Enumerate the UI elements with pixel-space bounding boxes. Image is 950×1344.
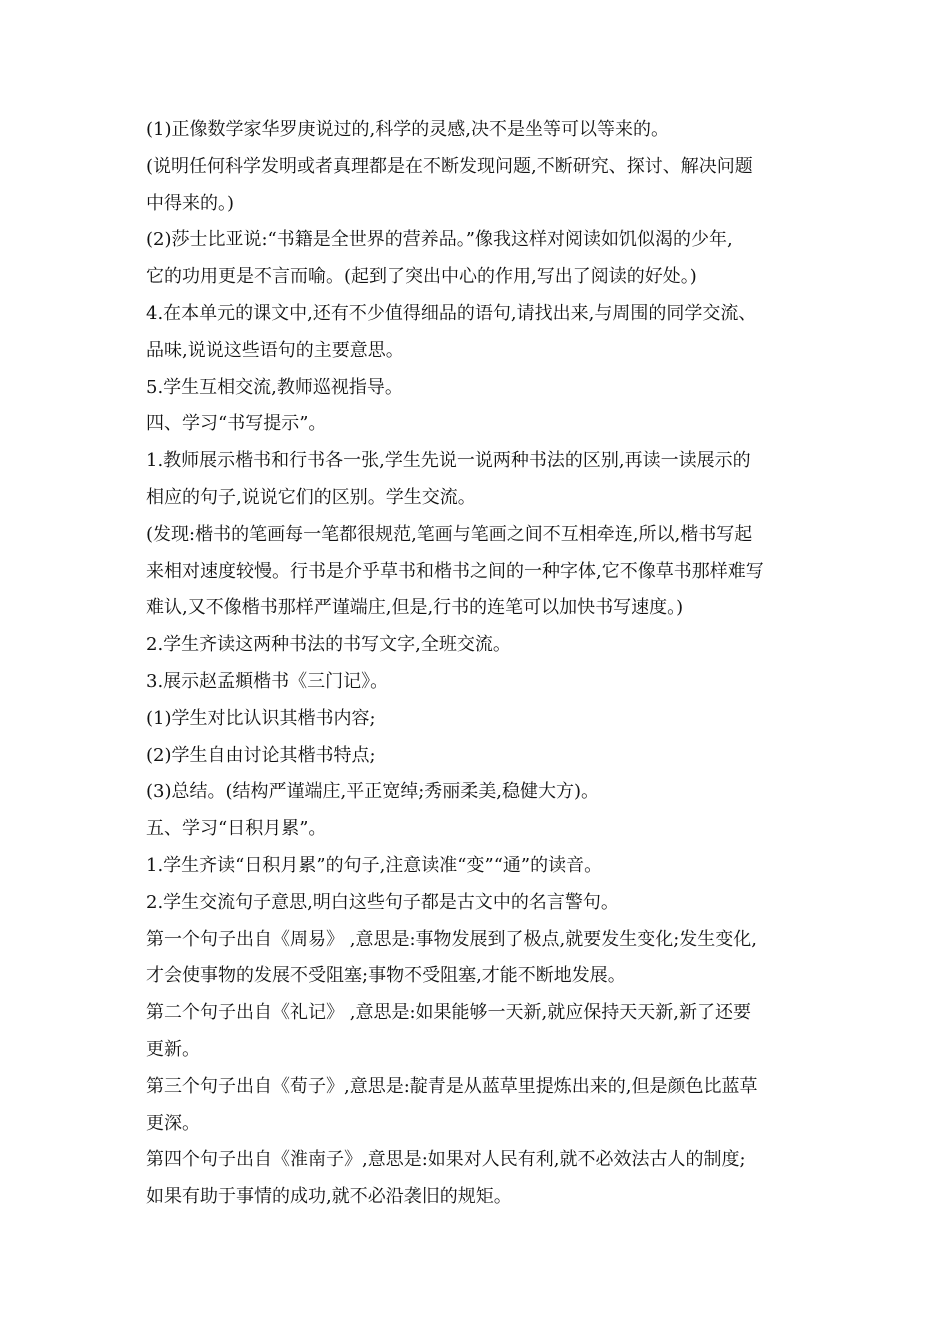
- text-line: 它的功用更是不言而喻。(起到了突出中心的作用,写出了阅读的好处。): [146, 266, 697, 288]
- section-heading: 五、学习“日积月累”。: [146, 818, 327, 840]
- text-line: 更深。: [146, 1112, 200, 1134]
- text-line: 4.在本单元的课文中,还有不少值得细品的语句,请找出来,与周围的同学交流、: [146, 302, 757, 324]
- text-line: 2.学生齐读这两种书法的书写文字,全班交流。: [146, 634, 511, 656]
- text-line: 来相对速度较慢。行书是介乎草书和楷书之间的一种字体,它不像草书那样难写: [146, 560, 764, 582]
- text-line: 2.学生交流句子意思,明白这些句子都是古文中的名言警句。: [146, 891, 619, 913]
- document-body: [146, 112, 816, 1216]
- text-line: (说明任何科学发明或者真理都是在不断发现问题,不断研究、探讨、解决问题: [146, 155, 753, 177]
- text-line: (3)总结。(结构严谨端庄,平正宽绰;秀丽柔美,稳健大方)。: [146, 781, 600, 803]
- text-line: 品味,说说这些语句的主要意思。: [146, 339, 404, 361]
- text-line: 第二个句子出自《礼记》 ,意思是:如果能够一天新,就应保持天天新,新了还要: [146, 1002, 751, 1024]
- text-line: 第四个句子出自《淮南子》,意思是:如果对人民有利,就不必效法古人的制度;: [146, 1149, 746, 1171]
- text-line: 3.展示赵孟頫楷书《三门记》。: [146, 670, 389, 692]
- text-line: (1)正像数学家华罗庚说过的,科学的灵感,决不是坐等可以等来的。: [146, 119, 669, 140]
- text-line: 1.教师展示楷书和行书各一张,学生先说一说两种书法的区别,再读一读展示的: [146, 450, 751, 472]
- text-line: (2)学生自由讨论其楷书特点;: [146, 744, 376, 766]
- text-line: (2)莎士比亚说:“书籍是全世界的营养品。”像我这样对阅读如饥似渴的少年,: [146, 229, 733, 251]
- text-line: 相应的句子,说说它们的区别。学生交流。: [146, 486, 476, 508]
- text-line: 中得来的。): [146, 192, 235, 214]
- text-line: (1)学生对比认识其楷书内容;: [146, 707, 376, 729]
- text-line: 第一个句子出自《周易》 ,意思是:事物发展到了极点,就要发生变化;发生变化,: [146, 928, 758, 950]
- text-line: 5.学生互相交流,教师巡视指导。: [146, 376, 403, 398]
- text-line: 如果有助于事情的成功,就不必沿袭旧的规矩。: [146, 1186, 512, 1208]
- text-line: 更新。: [146, 1038, 200, 1060]
- section-heading: 四、学习“书写提示”。: [146, 413, 327, 435]
- text-line: 第三个句子出自《荀子》,意思是:靛青是从蓝草里提炼出来的,但是颜色比蓝草: [146, 1075, 758, 1097]
- text-line: (发现:楷书的笔画每一笔都很规范,笔画与笔画之间不互相牵连,所以,楷书写起: [146, 523, 753, 545]
- text-line: 才会使事物的发展不受阻塞;事物不受阻塞,才能不断地发展。: [146, 965, 626, 987]
- text-line: 难认,又不像楷书那样严谨端庄,但是,行书的连笔可以加快书写速度。): [146, 597, 684, 619]
- text-line: 1.学生齐读“日积月累”的句子,注意读准“变”“通”的读音。: [146, 854, 603, 876]
